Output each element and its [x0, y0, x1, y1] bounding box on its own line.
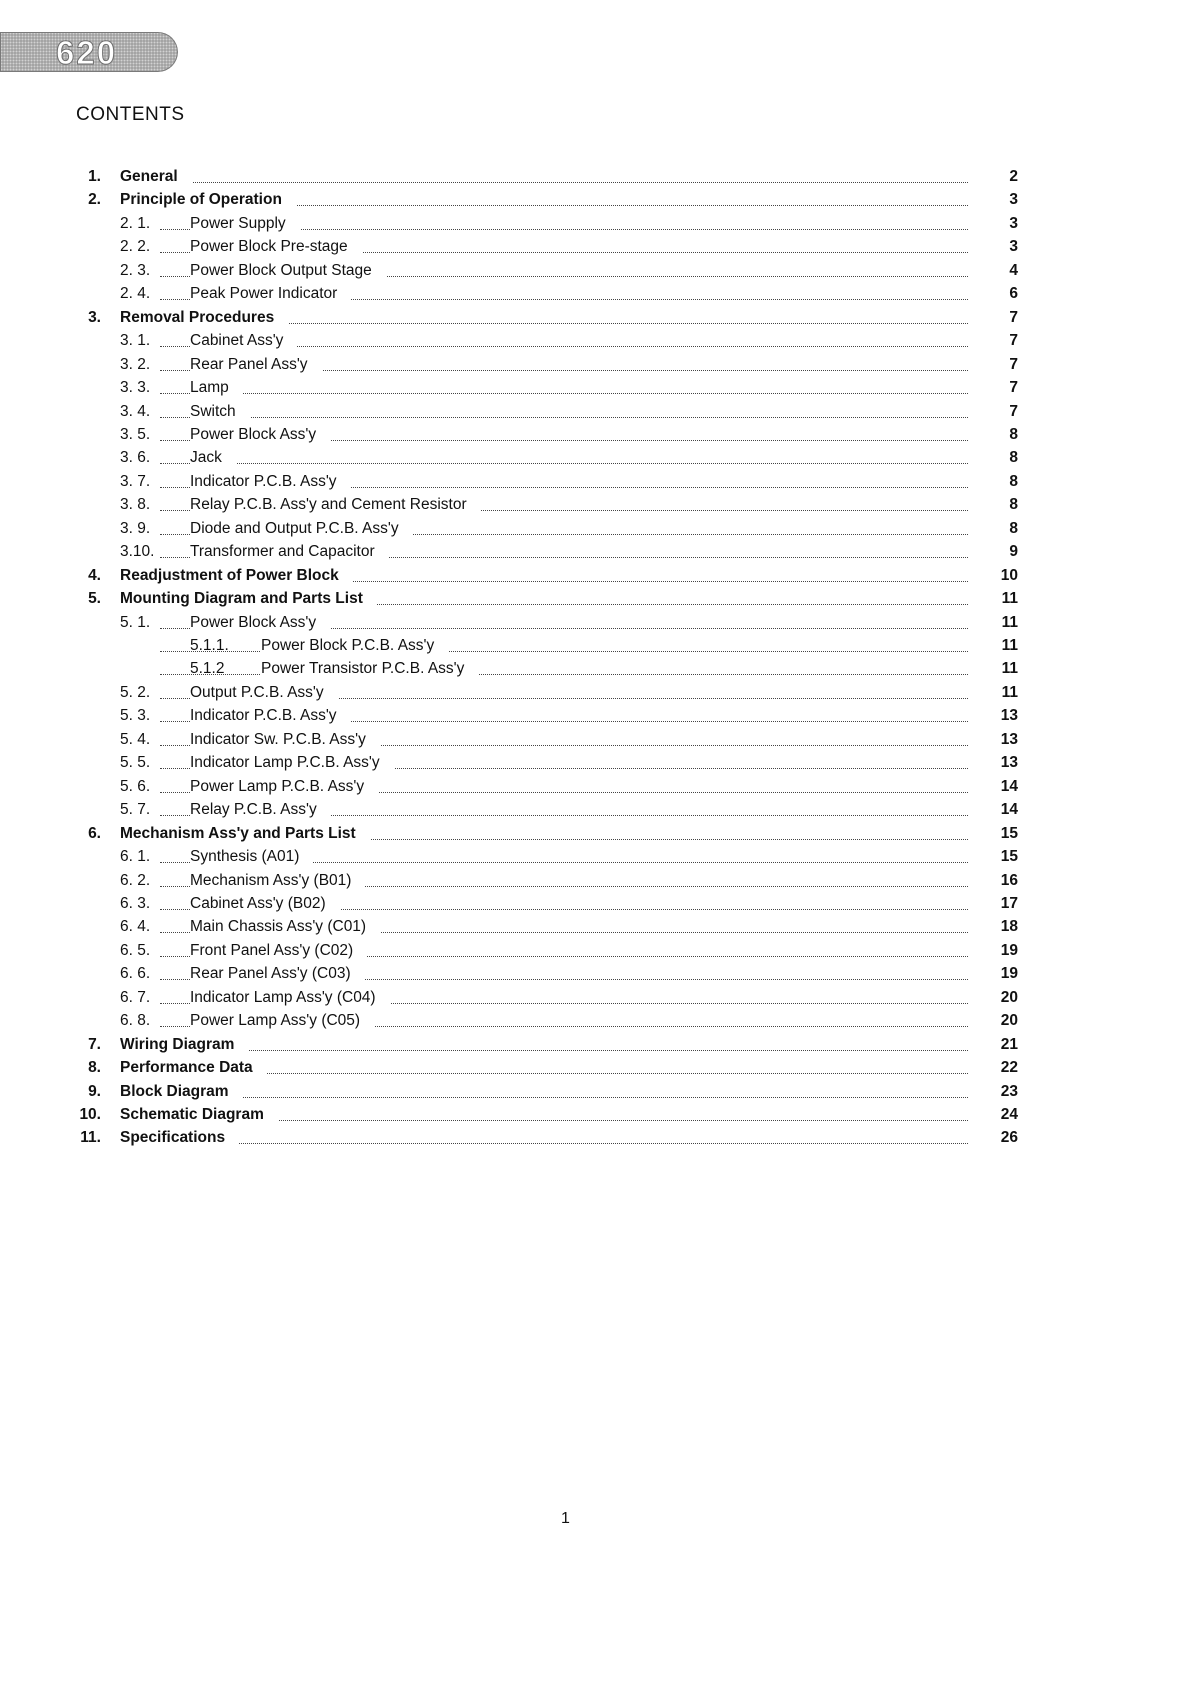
toc-entry-title: Power Block Ass'y [190, 613, 330, 633]
toc-entry [0, 284, 1040, 307]
toc-entry-title: Switch [190, 402, 250, 422]
toc-entry-page: 11 [1001, 637, 1018, 654]
toc-entry [0, 988, 1040, 1011]
dot-leader [160, 1097, 968, 1098]
page-number: 1 [561, 1510, 570, 1527]
toc-entry-number: 10. [79, 1106, 101, 1123]
toc-entry [0, 448, 1040, 471]
toc-entry-number: 6. 3. [120, 894, 151, 912]
toc-entry [0, 566, 1040, 589]
toc-entry-number: 5.1.2 [190, 660, 225, 678]
toc-entry [0, 871, 1040, 894]
toc-entry-page: 8 [1009, 496, 1018, 514]
toc-entry-page: 8 [1009, 519, 1018, 537]
toc-entry-number: 6. 6. [120, 965, 151, 983]
model-number: 620 [56, 34, 118, 71]
toc-entry-page: 13 [1000, 754, 1018, 772]
toc-entry-page: 20 [1000, 988, 1018, 1006]
toc-entry [0, 824, 1040, 847]
dot-leader [160, 1050, 968, 1051]
toc-entry-page: 13 [1000, 707, 1018, 725]
toc-entry [0, 1011, 1040, 1034]
toc-entry-page: 11 [1001, 683, 1018, 701]
toc-entry-title: Synthesis (A01) [190, 847, 313, 867]
toc-entry-title: Transformer and Capacitor [190, 542, 389, 562]
toc-entry [0, 800, 1040, 823]
toc-entry-title: Indicator P.C.B. Ass'y [190, 706, 351, 726]
toc-entry-title: Cabinet Ass'y (B02) [190, 894, 340, 914]
toc-entry-number: 3. 2. [120, 355, 151, 373]
dot-leader [160, 182, 968, 183]
toc-entry-number: 3. [88, 308, 101, 326]
toc-entry-number: 6. 8. [120, 1012, 151, 1030]
toc-entry-page: 8 [1009, 472, 1018, 490]
toc-entry-title: Block Diagram [120, 1082, 243, 1102]
toc-entry-title: Relay P.C.B. Ass'y and Cement Resistor [190, 495, 481, 515]
toc-entry-number: 3. 6. [120, 449, 151, 467]
toc-entry [0, 190, 1040, 213]
dot-leader [160, 463, 968, 464]
toc-entry-title: Front Panel Ass'y (C02) [190, 941, 367, 961]
toc-entry-number: 8. [88, 1059, 101, 1077]
toc-entry-title: Indicator Lamp Ass'y (C04) [190, 988, 390, 1008]
toc-entry-page: 24 [1000, 1106, 1018, 1123]
toc-entry [0, 542, 1040, 565]
toc-entry-number: 3. 7. [120, 472, 151, 490]
toc-entry-number: 6. 7. [120, 988, 151, 1006]
toc-entry [0, 706, 1040, 729]
toc-entry [0, 261, 1040, 284]
toc-entry-number: 5. 6. [120, 777, 151, 795]
toc-entry [0, 683, 1040, 706]
toc-entry [0, 847, 1040, 870]
toc-entry [0, 355, 1040, 378]
toc-entry-number: 9. [88, 1082, 101, 1100]
toc-entry-page: 8 [1009, 449, 1018, 467]
toc-entry-number: 3. 8. [120, 496, 151, 514]
toc-entry-title: General [120, 167, 192, 187]
toc-entry [0, 472, 1040, 495]
toc-entry [0, 917, 1040, 940]
toc-entry [0, 331, 1040, 354]
toc-entry [0, 659, 1040, 682]
toc-entry-page: 3 [1009, 214, 1018, 232]
toc-entry-title: Cabinet Ass'y [190, 331, 297, 351]
toc-entry-number: 2. 3. [120, 261, 151, 279]
toc-entry [0, 519, 1040, 542]
toc-entry [0, 237, 1040, 260]
toc-entry-title: Specifications [120, 1128, 239, 1148]
toc-entry-title: Peak Power Indicator [190, 284, 351, 304]
toc-entry-title: Wiring Diagram [120, 1035, 248, 1055]
toc-entry-page: 6 [1009, 285, 1018, 303]
toc-entry-page: 11 [1001, 660, 1018, 678]
toc-entry-title: Lamp [190, 378, 243, 398]
toc-entry-page: 15 [1000, 824, 1018, 842]
toc-entry-number: 2. 4. [120, 285, 151, 303]
toc-entry [0, 636, 1040, 659]
toc-entry-page: 10 [1000, 566, 1018, 584]
toc-entry-number: 5. [88, 590, 101, 608]
toc-entry-page: 11 [1001, 613, 1018, 631]
toc-entry [0, 589, 1040, 612]
toc-entry-page: 19 [1000, 965, 1018, 983]
toc-entry-number: 5. 4. [120, 730, 151, 748]
toc-entry [0, 1035, 1040, 1058]
toc-entry-title: Indicator P.C.B. Ass'y [190, 472, 351, 492]
toc-entry-page: 21 [1000, 1035, 1018, 1053]
toc-entry-number: 7. [88, 1035, 101, 1053]
dot-leader [160, 1120, 968, 1121]
toc-entry-page: 7 [1009, 355, 1018, 373]
toc-entry-title: Power Lamp P.C.B. Ass'y [190, 777, 378, 797]
toc-entry-number: 3. 3. [120, 379, 151, 396]
toc-entry [0, 214, 1040, 237]
toc-entry [0, 1082, 1040, 1105]
toc-entry [0, 730, 1040, 753]
toc-entry [0, 894, 1040, 917]
toc-entry-page: 14 [1000, 801, 1018, 819]
toc-entry [0, 402, 1040, 425]
toc-entry [0, 1128, 1040, 1151]
toc-entry-number: 1. [88, 168, 101, 185]
toc-entry [0, 167, 1040, 190]
toc-entry-page: 13 [1000, 730, 1018, 748]
toc-entry [0, 1105, 1040, 1128]
toc-entry-number: 2. 1. [120, 214, 151, 232]
dot-leader [160, 417, 968, 418]
dot-leader [160, 1143, 968, 1144]
toc-entry-title: Rear Panel Ass'y [190, 355, 322, 375]
toc-entry-page: 20 [1000, 1012, 1018, 1030]
toc-entry-title: Jack [190, 448, 236, 468]
toc-entry-page: 3 [1009, 191, 1018, 209]
toc-entry-page: 2 [1009, 168, 1018, 185]
toc-entry-page: 17 [1000, 894, 1018, 912]
toc-entry-title: Rear Panel Ass'y (C03) [190, 964, 365, 984]
toc-entry-number: 11. [80, 1129, 101, 1147]
toc-entry-page: 22 [1000, 1059, 1018, 1077]
toc-entry-number: 5. 5. [120, 754, 151, 772]
toc-entry-number: 5. 1. [120, 613, 151, 631]
toc-entry [0, 378, 1040, 401]
toc-entry-page: 8 [1009, 425, 1018, 443]
toc-entry-page: 15 [1000, 848, 1018, 865]
toc-entry [0, 495, 1040, 518]
toc-entry-page: 26 [1000, 1129, 1018, 1147]
toc-entry-number: 3. 1. [120, 332, 151, 350]
toc-entry-title: Mechanism Ass'y and Parts List [120, 824, 370, 844]
toc-entry-title: Removal Procedures [120, 308, 288, 328]
toc-entry-title: Power Block Output Stage [190, 261, 386, 281]
toc-entry-title: Readjustment of Power Block [120, 566, 353, 586]
toc-entry-title: Power Transistor P.C.B. Ass'y [261, 659, 478, 679]
toc-entry-title: Principle of Operation [120, 190, 296, 210]
toc-entry-title: Mechanism Ass'y (B01) [190, 871, 365, 891]
toc-entry-title: Main Chassis Ass'y (C01) [190, 917, 380, 937]
toc-entry-number: 3. 4. [120, 402, 151, 420]
toc-entry-number: 3. 5. [120, 425, 151, 443]
toc-entry-page: 18 [1000, 918, 1018, 936]
toc-entry-page: 4 [1009, 261, 1018, 279]
toc-entry-page: 7 [1009, 379, 1018, 396]
toc-entry-page: 19 [1000, 941, 1018, 959]
toc-entry-number: 2. [88, 191, 101, 209]
toc-entry [0, 777, 1040, 800]
toc-entry-number: 5.1.1. [190, 637, 229, 654]
toc-entry-page: 11 [1001, 590, 1018, 608]
toc-entry [0, 425, 1040, 448]
toc-entry-number: 6. 2. [120, 871, 151, 889]
toc-entry-number: 3.10. [120, 543, 155, 561]
contents-title: CONTENTS [76, 104, 185, 125]
toc-entry-page: 16 [1000, 871, 1018, 889]
toc-entry-number: 3. 9. [120, 519, 151, 537]
toc-entry-title: Indicator Lamp P.C.B. Ass'y [190, 753, 394, 773]
toc-entry-number: 4. [88, 566, 101, 584]
toc-entry-number: 6. 5. [120, 941, 151, 959]
toc-entry [0, 1058, 1040, 1081]
toc-entry-page: 7 [1009, 308, 1018, 326]
toc-entry-title: Power Block Pre-stage [190, 237, 362, 257]
toc-entry [0, 964, 1040, 987]
dot-leader [160, 1073, 968, 1074]
toc-entry-title: Diode and Output P.C.B. Ass'y [190, 519, 413, 539]
toc-entry-page: 14 [1000, 777, 1018, 795]
toc-entry-title: Power Block P.C.B. Ass'y [261, 636, 448, 656]
toc-entry [0, 308, 1040, 331]
toc-entry-number: 5. 2. [120, 683, 151, 701]
toc-entry [0, 753, 1040, 776]
toc-entry-title: Power Block Ass'y [190, 425, 330, 445]
toc-entry-number: 5. 3. [120, 707, 151, 725]
toc-entry-page: 23 [1000, 1082, 1018, 1100]
toc-entry-number: 6. 4. [120, 918, 151, 936]
toc-entry-number: 6. 1. [120, 848, 151, 865]
toc-entry-title: Mounting Diagram and Parts List [120, 589, 377, 609]
toc-entry-title: Output P.C.B. Ass'y [190, 683, 338, 703]
toc-entry-title: Relay P.C.B. Ass'y [190, 800, 331, 820]
model-number-badge [0, 32, 178, 72]
toc-entry-number: 6. [88, 824, 101, 842]
toc-entry-number: 5. 7. [120, 801, 151, 819]
toc-entry-number: 2. 2. [120, 238, 151, 256]
toc-entry [0, 941, 1040, 964]
toc-entry-title: Performance Data [120, 1058, 267, 1078]
toc-entry-page: 9 [1009, 543, 1018, 561]
toc-entry-title: Power Supply [190, 214, 300, 234]
toc-entry-page: 3 [1009, 238, 1018, 256]
toc-entry [0, 613, 1040, 636]
dot-leader [160, 393, 968, 394]
toc-entry-title: Power Lamp Ass'y (C05) [190, 1011, 374, 1031]
toc-entry-title: Indicator Sw. P.C.B. Ass'y [190, 730, 380, 750]
toc-entry-title: Schematic Diagram [120, 1105, 278, 1125]
toc-entry-page: 7 [1009, 402, 1018, 420]
toc-entry-page: 7 [1009, 332, 1018, 350]
